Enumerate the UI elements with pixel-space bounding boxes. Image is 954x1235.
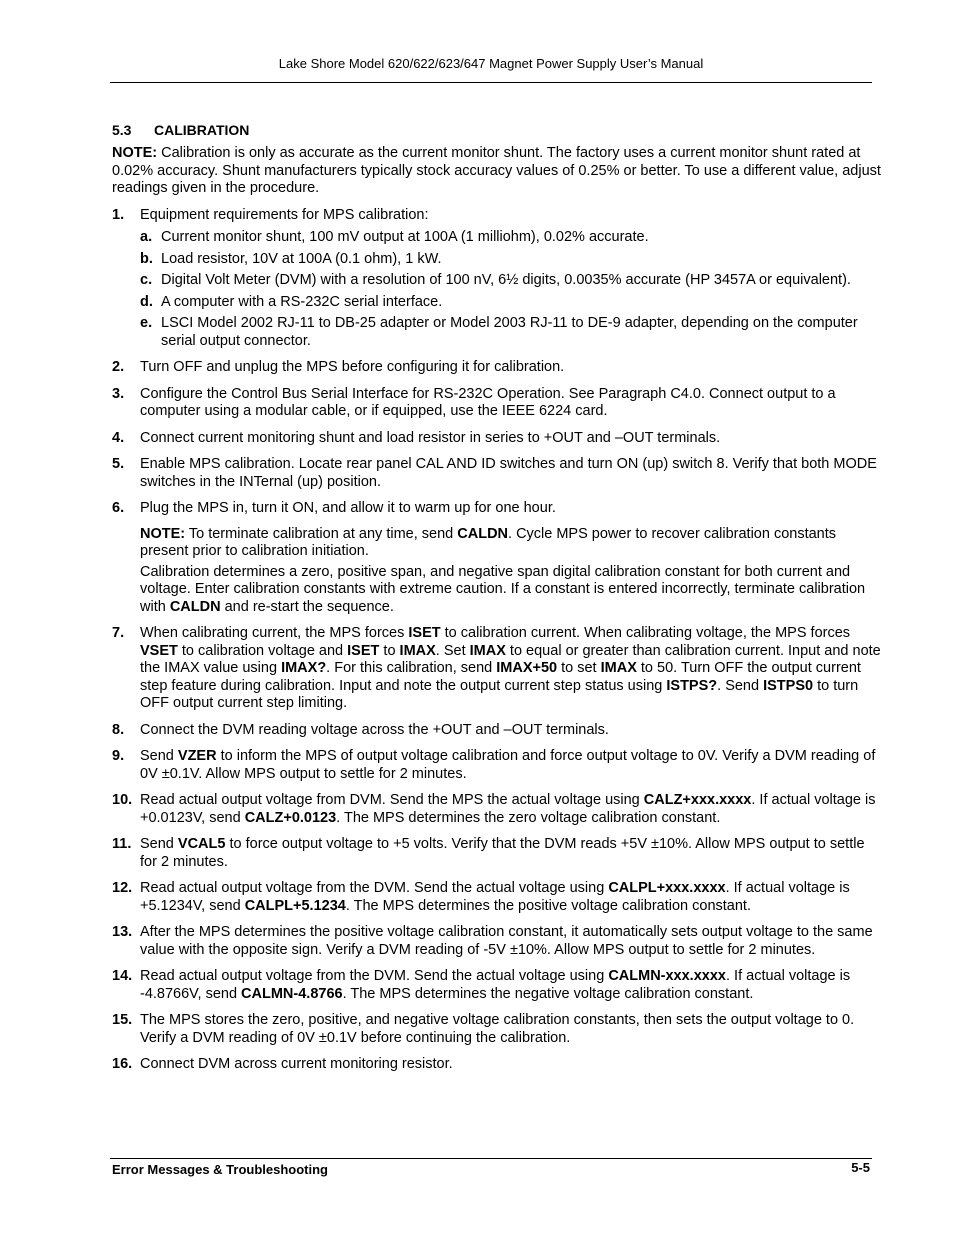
step-text: Read actual output voltage from the DVM. Send the actual voltage using CALMN-xxx.xxxx. If actual voltage is -4.8766V, send CALMN-4.8766. The MPS determines the negative voltage calibration constant. <box>140 968 851 1002</box>
item-text: Current monitor shunt, 100 mV output at 100A (1 milliohm), 0.02% accurate. <box>161 229 649 245</box>
header-rule <box>110 82 872 83</box>
item-text: Load resistor, 10V at 100A (0.1 ohm), 1 kW. <box>161 250 442 267</box>
step-number: 15. <box>112 1012 133 1028</box>
step-text: After the MPS determines the positive voltage calibration constant, it automatically sets output voltage to the same value with the opposite sign. Verify a DVM reading of -5V ±10%. Allow MPS output to settle for 2 minutes. <box>140 924 873 958</box>
bold-command: ISET <box>347 642 380 659</box>
procedure-step <box>112 625 882 713</box>
procedure-step <box>112 456 882 491</box>
bold-command: ISTPS? <box>666 677 718 694</box>
step-text: Configure the Control Bus Serial Interface for RS-232C Operation. See Paragraph C4.0. Connect output to a computer using a modular cable, or if equipped, use the IEEE 6224 card. <box>140 385 836 419</box>
bold-command: ISET <box>408 625 441 641</box>
step-number: 7. <box>112 625 125 641</box>
step-number: 16. <box>112 1056 133 1072</box>
procedure-step <box>112 500 882 616</box>
item-letter: b. <box>140 250 153 267</box>
step-number: 1. <box>112 206 125 223</box>
bold-command: CALDN <box>457 525 509 542</box>
procedure-step <box>112 836 882 871</box>
equipment-item <box>140 315 882 350</box>
step-paragraph: NOTE: To terminate calibration at any time, send CALDN. Cycle MPS power to recover calibration constants present prior to calibration initiation. <box>140 525 837 559</box>
step-number: 11. <box>112 836 132 852</box>
procedure-step <box>112 748 882 783</box>
equipment-list <box>140 229 882 350</box>
bold-command: VZER <box>177 748 217 764</box>
step-text: Send VCAL5 to force output voltage to +5 volts. Verify that the DVM reads +5V ±10%. Allow MPS output to settle for 2 minutes. <box>140 836 865 870</box>
procedure-step <box>112 924 882 959</box>
procedure-step <box>112 386 882 421</box>
procedure-step <box>112 722 882 740</box>
item-letter: e. <box>140 315 153 331</box>
step-number: 13. <box>112 924 133 940</box>
step-text: Send VZER to inform the MPS of output voltage calibration and force output voltage to 0V. Verify a DVM reading of 0V ±0.1V. Allow MPS output to settle for 2 minutes. <box>140 748 876 782</box>
procedure-list <box>112 207 882 1074</box>
item-letter: a. <box>140 229 153 245</box>
procedure-step <box>112 359 882 377</box>
procedure-step <box>112 430 882 448</box>
procedure-step <box>112 880 882 915</box>
bold-command: ISTPS0 <box>763 677 814 694</box>
bold-command: CALPL+xxx.xxxx <box>608 880 726 896</box>
item-letter: c. <box>140 272 153 288</box>
step-text: Connect DVM across current monitoring resistor. <box>140 1056 453 1072</box>
bold-command: CALMN-4.8766 <box>241 985 343 1002</box>
bold-command: IMAX <box>469 642 506 659</box>
step-number: 4. <box>112 429 125 446</box>
procedure-step <box>112 1056 882 1074</box>
step-text: Plug the MPS in, turn it ON, and allow it to warm up for one hour. <box>140 500 556 516</box>
step-number: 5. <box>112 456 125 472</box>
section-title: CALIBRATION <box>154 122 250 138</box>
section-heading <box>112 122 249 138</box>
step-number: 10. <box>112 792 133 808</box>
equipment-item <box>140 229 882 247</box>
bold-command: CALMN-xxx.xxxx <box>608 968 726 984</box>
item-letter: d. <box>140 293 153 310</box>
item-text: A computer with a RS-232C serial interface. <box>161 293 443 310</box>
running-header: Lake Shore Model 620/622/623/647 Magnet Power Supply User’s Manual <box>278 56 704 71</box>
step-number: 6. <box>112 500 125 516</box>
bold-command: VCAL5 <box>177 836 226 852</box>
bold-command: NOTE: <box>140 525 186 542</box>
bold-command: CALDN <box>169 598 221 615</box>
step-text: Read actual output voltage from the DVM. Send the actual voltage using CALPL+xxx.xxxx. If actual voltage is +5.1234V, send CALPL+5.1234. The MPS determines the positive voltage calibration constant. <box>140 880 850 914</box>
footer-page-number: 5-5 <box>851 1160 870 1175</box>
step-number: 12. <box>112 880 133 896</box>
step-text: Equipment requirements for MPS calibration: <box>140 206 429 223</box>
step-text: Read actual output voltage from DVM. Send the MPS the actual voltage using CALZ+xxx.xxxx. If actual voltage is +0.0123V, send CALZ+0.0123. The MPS determines the zero voltage calibration constant. <box>140 792 876 826</box>
equipment-item <box>140 251 882 269</box>
section-number: 5.3 <box>112 122 132 138</box>
procedure-step <box>112 968 882 1003</box>
step-number: 2. <box>112 359 125 375</box>
bold-command: CALPL+5.1234 <box>244 897 346 914</box>
step-number: 3. <box>112 385 125 402</box>
step-text: When calibrating current, the MPS forces ISET to calibration current. When calibrating voltage, the MPS forces VSET to calibration voltage and ISET to IMAX. Set IMAX to equal or greater than calibration current. Input and note the IMAX value using IMAX?. For this calibration, send IMAX+50 to set IMAX to 50. Turn OFF the output current step feature during calibration. Input and note the output current step status using ISTPS?. Send ISTPS0 to turn OFF output current step limiting. <box>140 625 881 711</box>
step-text: Connect the DVM reading voltage across the +OUT and –OUT terminals. <box>140 721 609 738</box>
step-text: Enable MPS calibration. Locate rear panel CAL AND ID switches and turn ON (up) switch 8. Verify that both MODE switches in the INTernal (up) position. <box>140 456 877 490</box>
item-text: Digital Volt Meter (DVM) with a resolution of 100 nV, 6½ digits, 0.0035% accurate (HP 3457A or equivalent). <box>161 272 851 288</box>
footer-chapter: Error Messages & Troubleshooting <box>112 1162 328 1177</box>
calibration-note: NOTE: Calibration is only as accurate as the current monitor shunt. The factory uses a current monitor shunt rated at 0.02% accuracy. Shunt manufacturers typically stock accuracy values of 0.25% or better. To use a different value, adjust readings given in the procedure. <box>112 145 881 196</box>
step-number: 8. <box>112 721 125 738</box>
step-number: 9. <box>112 748 125 764</box>
procedure-step <box>112 792 882 827</box>
step-paragraph: Calibration determines a zero, positive span, and negative span digital calibration constant for both current and voltage. Enter calibration constants with extreme caution. If a constant is entered incorrectly, terminate calibration with CALDN and re-start the sequence. <box>140 563 866 615</box>
step-number: 14. <box>112 968 133 984</box>
equipment-item <box>140 294 882 312</box>
step-text: Connect current monitoring shunt and load resistor in series to +OUT and –OUT terminals. <box>140 429 721 446</box>
bold-command: CALZ+xxx.xxxx <box>643 792 752 808</box>
step-text: The MPS stores the zero, positive, and negative voltage calibration constants, then sets the output voltage to 0. Verify a DVM reading of 0V ±0.1V before continuing the calibration. <box>140 1012 855 1046</box>
item-text: LSCI Model 2002 RJ-11 to DB-25 adapter or Model 2003 RJ-11 to DE-9 adapter, depending on the computer serial output connector. <box>161 315 858 349</box>
bold-command: IMAX+50 <box>496 660 558 676</box>
procedure-step <box>112 1012 882 1047</box>
bold-command: IMAX <box>600 660 637 676</box>
bold-command: VSET <box>140 642 178 659</box>
bold-command: CALZ+0.0123 <box>244 809 337 826</box>
bold-command: NOTE: <box>112 145 158 161</box>
step-text: Turn OFF and unplug the MPS before configuring it for calibration. <box>140 359 565 375</box>
equipment-item <box>140 272 882 290</box>
bold-command: IMAX <box>399 642 436 659</box>
page-body <box>112 145 882 1083</box>
bold-command: IMAX? <box>281 660 327 676</box>
procedure-step <box>112 207 882 351</box>
footer-rule <box>110 1158 872 1159</box>
